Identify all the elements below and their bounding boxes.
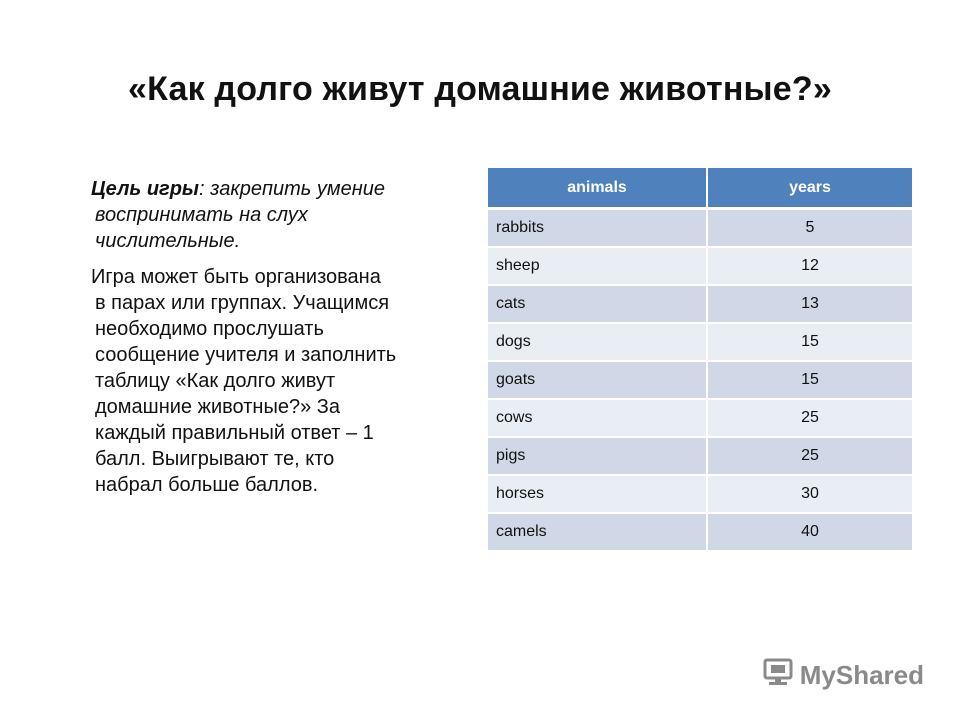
years-cell: 25 — [707, 437, 912, 475]
header-animals: animals — [488, 168, 707, 209]
years-cell: 12 — [707, 247, 912, 285]
animal-cell: cows — [488, 399, 707, 437]
table-row — [488, 285, 912, 323]
years-cell: 5 — [707, 209, 912, 248]
table-row — [488, 437, 912, 475]
rules-line: набрал больше баллов. — [95, 474, 319, 496]
goal-line: числительные. — [95, 230, 241, 252]
rules-line: сообщение учителя и заполнить — [95, 344, 397, 366]
goal-line: воспринимать на слух — [95, 204, 308, 226]
rules-line: Игра может быть организована — [91, 266, 381, 288]
animal-cell: rabbits — [488, 209, 707, 248]
rules-line: в парах или группах. Учащимся — [95, 292, 390, 314]
years-cell: 15 — [707, 361, 912, 399]
table-row — [488, 209, 912, 248]
goal-text: : закрепить умение — [199, 178, 385, 200]
myshared-logo-icon — [762, 657, 800, 694]
table-row — [488, 475, 912, 513]
rules-line: таблицу «Как долго живут — [95, 370, 336, 392]
animal-cell: goats — [488, 361, 707, 399]
watermark-text: MyShared — [799, 660, 924, 690]
animal-cell: sheep — [488, 247, 707, 285]
header-years: years — [707, 168, 912, 209]
table-row — [488, 513, 912, 551]
years-cell: 40 — [707, 513, 912, 551]
table-row — [488, 323, 912, 361]
goal-line — [91, 176, 468, 202]
animal-cell: pigs — [488, 437, 707, 475]
years-cell: 25 — [707, 399, 912, 437]
rules-line: необходимо прослушать — [95, 318, 324, 340]
goal-paragraph — [88, 176, 468, 254]
rules-line: домашние животные?» За — [95, 396, 340, 418]
rules-line: каждый правильный ответ – 1 — [95, 422, 374, 444]
goal-label: Цель игры — [91, 178, 200, 200]
animal-cell: horses — [488, 475, 707, 513]
animal-cell: dogs — [488, 323, 707, 361]
years-cell: 15 — [707, 323, 912, 361]
watermark — [762, 657, 924, 694]
table-row — [488, 361, 912, 399]
rules-line: балл. Выигрывают те, кто — [95, 448, 335, 470]
animal-cell: cats — [488, 285, 707, 323]
slide-title: «Как долго живут домашние животные?» — [127, 70, 832, 108]
animal-cell: camels — [488, 513, 707, 551]
years-cell: 30 — [707, 475, 912, 513]
rules-paragraph — [88, 264, 468, 498]
table-row — [488, 247, 912, 285]
description-block — [88, 176, 468, 498]
animals-table — [488, 168, 912, 552]
table-row — [488, 399, 912, 437]
years-cell: 13 — [707, 285, 912, 323]
table-header-row — [488, 168, 912, 209]
